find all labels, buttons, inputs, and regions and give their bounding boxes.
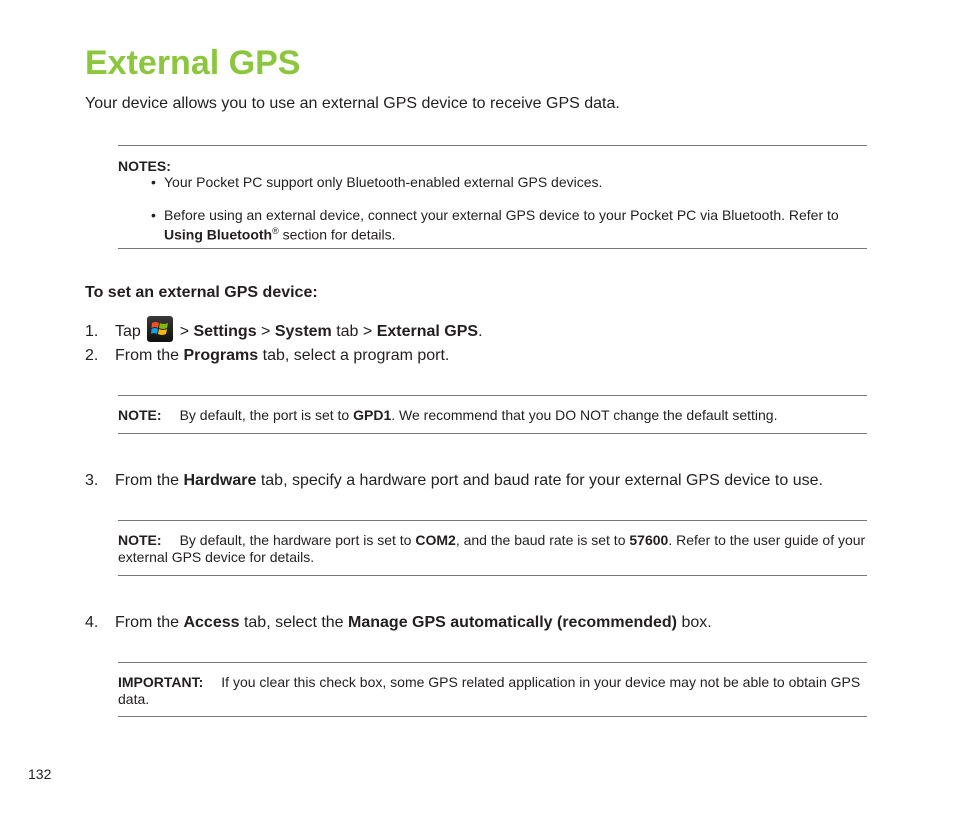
note-label: NOTE: — [118, 407, 162, 423]
hardware-label: Hardware — [183, 472, 257, 489]
divider — [118, 662, 867, 663]
procedure-heading: To set an external GPS device: — [85, 284, 318, 301]
divider — [118, 520, 867, 521]
note-port: NOTE: By default, the port is set to GPD1. We recommend that you DO NOT change the default setting. — [118, 407, 778, 423]
port-value: GPD1 — [353, 407, 392, 423]
programs-label: Programs — [183, 347, 259, 364]
system-label: System — [274, 323, 332, 340]
windows-start-icon — [147, 316, 173, 342]
bluetooth-link-text: Using Bluetooth — [164, 226, 273, 243]
step-4: 4. From the Access tab, select the Manage GPS automatically (recommended) box. — [85, 614, 712, 631]
note-bullet: • Your Pocket PC support only Bluetooth-enabled external GPS devices. — [151, 174, 866, 190]
note-bullet-text: Your Pocket PC support only Bluetooth-enabled external GPS devices. — [164, 174, 603, 190]
com-port-value: COM2 — [415, 532, 456, 548]
external-gps-label: External GPS — [376, 323, 479, 340]
step-3: 3. From the Hardware tab, specify a hardware port and baud rate for your external GPS device to use. — [85, 472, 823, 489]
page-title: External GPS — [85, 44, 301, 82]
important-note: IMPORTANT: If you clear this check box, some GPS related application in your device may not be able to obtain GPS data. — [118, 674, 861, 707]
baud-rate-value: 57600 — [629, 532, 669, 548]
intro-text: Your device allows you to use an external GPS device to receive GPS data. — [85, 95, 620, 112]
note-bullet: • Before using an external device, connect your external GPS device to your Pocket PC via Bluetooth. Refer to Using Bluetooth® section for details. — [151, 207, 839, 243]
notes-label: NOTES: — [118, 158, 171, 174]
divider — [118, 716, 867, 717]
divider — [118, 575, 867, 576]
divider — [118, 395, 867, 396]
divider — [118, 248, 867, 249]
registered-mark: ® — [272, 226, 279, 236]
step-2: 2. From the Programs tab, select a program port. — [85, 347, 450, 364]
manage-gps-label: Manage GPS automatically (recommended) — [348, 614, 678, 631]
note-label: NOTE: — [118, 532, 162, 548]
important-label: IMPORTANT: — [118, 674, 204, 690]
access-label: Access — [183, 614, 240, 631]
divider — [118, 433, 867, 434]
divider — [118, 145, 867, 146]
note-bullet-text: Before using an external device, connect your external GPS device to your Pocket PC via Bluetooth. Refer to — [164, 207, 839, 223]
page-number: 132 — [28, 766, 52, 782]
step-1: 1. Tap > Settings > System tab > External GPS. — [85, 316, 483, 342]
note-hardware: NOTE: By default, the hardware port is set to COM2, and the baud rate is set to 57600. Refer to the user guide of your external GPS device for details. — [118, 532, 866, 565]
settings-label: Settings — [193, 323, 257, 340]
